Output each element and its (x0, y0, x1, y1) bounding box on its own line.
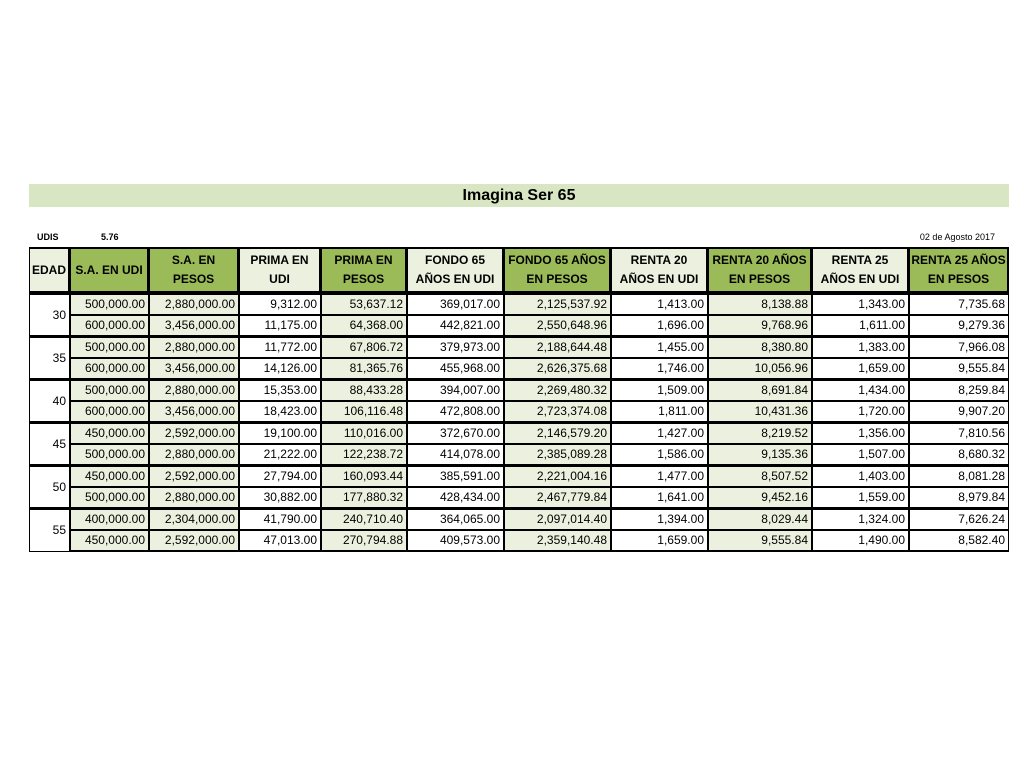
table-cell: 1,343.00 (812, 293, 909, 315)
table-cell: 379,973.00 (407, 336, 504, 358)
table-cell: 8,979.84 (909, 487, 1009, 508)
table-cell: 10,056.96 (708, 358, 812, 379)
table-cell: 472,808.00 (407, 401, 504, 422)
table-row (29, 336, 1009, 358)
table-row (29, 530, 1009, 552)
udis-value: 5.76 (101, 232, 119, 242)
table-cell: 53,637.12 (321, 293, 407, 315)
col-header-renta20-pesos: RENTA 20 AÑOS EN PESOS (708, 247, 812, 293)
table-cell: 2,097,014.40 (504, 508, 611, 530)
table-cell: 11,772.00 (239, 336, 321, 358)
table-cell: 8,219.52 (708, 422, 812, 444)
table-cell: 2,723,374.08 (504, 401, 611, 422)
table-cell: 110,016.00 (321, 422, 407, 444)
table-cell: 2,592,000.00 (149, 422, 239, 444)
table-cell: 1,746.00 (611, 358, 708, 379)
table-cell: 500,000.00 (70, 487, 149, 508)
table-row (29, 465, 1009, 487)
table-cell: 600,000.00 (70, 358, 149, 379)
table-cell: 8,029.44 (708, 508, 812, 530)
col-header-renta20-udi: RENTA 20 AÑOS EN UDI (611, 247, 708, 293)
table-cell: 2,385,089.28 (504, 444, 611, 465)
age-cell: 35 (29, 336, 70, 379)
table-cell: 1,434.00 (812, 379, 909, 401)
col-header-sa-udi: S.A. EN UDI (70, 247, 149, 293)
table-cell: 1,394.00 (611, 508, 708, 530)
table-cell: 18,423.00 (239, 401, 321, 422)
table-cell: 1,811.00 (611, 401, 708, 422)
table-cell: 500,000.00 (70, 293, 149, 315)
table-cell: 9,555.84 (708, 530, 812, 552)
table-cell: 9,312.00 (239, 293, 321, 315)
table-cell: 2,188,644.48 (504, 336, 611, 358)
table-cell: 1,427.00 (611, 422, 708, 444)
table-cell: 385,591.00 (407, 465, 504, 487)
table-cell: 2,880,000.00 (149, 487, 239, 508)
report-date: 02 de Agosto 2017 (919, 232, 995, 242)
table-cell: 30,882.00 (239, 487, 321, 508)
col-header-renta25-udi: RENTA 25 AÑOS EN UDI (812, 247, 909, 293)
table-cell: 9,768.96 (708, 315, 812, 336)
table-cell: 2,880,000.00 (149, 444, 239, 465)
age-cell: 45 (29, 422, 70, 465)
rates-table (29, 247, 1009, 552)
table-cell: 2,880,000.00 (149, 379, 239, 401)
udis-label: UDIS (37, 232, 59, 242)
table-cell: 1,324.00 (812, 508, 909, 530)
table-cell: 1,696.00 (611, 315, 708, 336)
table-cell: 500,000.00 (70, 379, 149, 401)
table-cell: 2,550,648.96 (504, 315, 611, 336)
table-cell: 450,000.00 (70, 465, 149, 487)
table-cell: 88,433.28 (321, 379, 407, 401)
table-cell: 106,116.48 (321, 401, 407, 422)
table-row (29, 293, 1009, 315)
table-cell: 1,720.00 (812, 401, 909, 422)
sheet-title-text: Imagina Ser 65 (462, 186, 576, 204)
table-cell: 240,710.40 (321, 508, 407, 530)
table-cell: 364,065.00 (407, 508, 504, 530)
table-cell: 372,670.00 (407, 422, 504, 444)
table-cell: 1,641.00 (611, 487, 708, 508)
table-cell: 9,452.16 (708, 487, 812, 508)
table-cell: 400,000.00 (70, 508, 149, 530)
table-cell: 428,434.00 (407, 487, 504, 508)
table-cell: 2,269,480.32 (504, 379, 611, 401)
col-header-fondo-udi: FONDO 65 AÑOS EN UDI (407, 247, 504, 293)
table-cell: 2,125,537.92 (504, 293, 611, 315)
table-cell: 270,794.88 (321, 530, 407, 552)
table-cell: 2,221,004.16 (504, 465, 611, 487)
table-cell: 81,365.76 (321, 358, 407, 379)
sheet-title (29, 184, 1009, 207)
table-cell: 500,000.00 (70, 336, 149, 358)
table-cell: 2,880,000.00 (149, 336, 239, 358)
table-cell: 3,456,000.00 (149, 358, 239, 379)
table-cell: 1,490.00 (812, 530, 909, 552)
table-cell: 1,659.00 (611, 530, 708, 552)
col-header-edad: EDAD (29, 247, 70, 293)
table-cell: 394,007.00 (407, 379, 504, 401)
age-cell: 55 (29, 508, 70, 552)
table-cell: 1,383.00 (812, 336, 909, 358)
col-header-sa-pesos: S.A. EN PESOS (149, 247, 239, 293)
table-cell: 2,146,579.20 (504, 422, 611, 444)
table-cell: 41,790.00 (239, 508, 321, 530)
table-cell: 14,126.00 (239, 358, 321, 379)
table-cell: 9,555.84 (909, 358, 1009, 379)
table-cell: 455,968.00 (407, 358, 504, 379)
table-cell: 8,081.28 (909, 465, 1009, 487)
table-row (29, 508, 1009, 530)
table-cell: 9,907.20 (909, 401, 1009, 422)
table-cell: 1,659.00 (812, 358, 909, 379)
table-cell: 2,880,000.00 (149, 293, 239, 315)
table-cell: 160,093.44 (321, 465, 407, 487)
table-cell: 1,477.00 (611, 465, 708, 487)
table-cell: 21,222.00 (239, 444, 321, 465)
table-cell: 7,810.56 (909, 422, 1009, 444)
table-cell: 8,259.84 (909, 379, 1009, 401)
table-cell: 47,013.00 (239, 530, 321, 552)
table-cell: 1,455.00 (611, 336, 708, 358)
table-cell: 600,000.00 (70, 315, 149, 336)
table-cell: 9,279.36 (909, 315, 1009, 336)
table-cell: 2,359,140.48 (504, 530, 611, 552)
table-cell: 3,456,000.00 (149, 401, 239, 422)
table-cell: 409,573.00 (407, 530, 504, 552)
table-cell: 450,000.00 (70, 422, 149, 444)
table-cell: 1,413.00 (611, 293, 708, 315)
table-cell: 7,966.08 (909, 336, 1009, 358)
age-cell: 30 (29, 293, 70, 336)
col-header-prima-udi: PRIMA EN UDI (239, 247, 321, 293)
table-cell: 27,794.00 (239, 465, 321, 487)
age-cell: 50 (29, 465, 70, 508)
col-header-fondo-pesos: FONDO 65 AÑOS EN PESOS (504, 247, 611, 293)
table-cell: 1,559.00 (812, 487, 909, 508)
table-cell: 1,509.00 (611, 379, 708, 401)
table-cell: 414,078.00 (407, 444, 504, 465)
meta-row (29, 231, 1009, 245)
table-cell: 10,431.36 (708, 401, 812, 422)
table-cell: 3,456,000.00 (149, 315, 239, 336)
table-cell: 2,626,375.68 (504, 358, 611, 379)
table-row (29, 358, 1009, 379)
table-cell: 7,626.24 (909, 508, 1009, 530)
table-row (29, 379, 1009, 401)
table-cell: 8,380.80 (708, 336, 812, 358)
table-row (29, 487, 1009, 508)
table-row (29, 444, 1009, 465)
table-cell: 369,017.00 (407, 293, 504, 315)
table-cell: 1,586.00 (611, 444, 708, 465)
table-cell: 122,238.72 (321, 444, 407, 465)
table-cell: 2,592,000.00 (149, 465, 239, 487)
table-cell: 8,582.40 (909, 530, 1009, 552)
table-cell: 2,304,000.00 (149, 508, 239, 530)
table-row (29, 401, 1009, 422)
table-cell: 450,000.00 (70, 530, 149, 552)
table-body (29, 293, 1009, 552)
table-cell: 8,691.84 (708, 379, 812, 401)
table-cell: 1,507.00 (812, 444, 909, 465)
table-cell: 64,368.00 (321, 315, 407, 336)
table-cell: 11,175.00 (239, 315, 321, 336)
table-cell: 2,592,000.00 (149, 530, 239, 552)
table-row (29, 422, 1009, 444)
col-header-renta25-pesos: RENTA 25 AÑOS EN PESOS (909, 247, 1009, 293)
table-cell: 67,806.72 (321, 336, 407, 358)
table-cell: 600,000.00 (70, 401, 149, 422)
age-cell: 40 (29, 379, 70, 422)
table-cell: 500,000.00 (70, 444, 149, 465)
table-cell: 8,507.52 (708, 465, 812, 487)
table-cell: 8,680.32 (909, 444, 1009, 465)
table-row (29, 315, 1009, 336)
table-cell: 15,353.00 (239, 379, 321, 401)
table-cell: 1,611.00 (812, 315, 909, 336)
table-cell: 8,138.88 (708, 293, 812, 315)
table-cell: 1,356.00 (812, 422, 909, 444)
table-cell: 7,735.68 (909, 293, 1009, 315)
table-cell: 9,135.36 (708, 444, 812, 465)
table-cell: 1,403.00 (812, 465, 909, 487)
table-cell: 2,467,779.84 (504, 487, 611, 508)
table-cell: 177,880.32 (321, 487, 407, 508)
table-cell: 19,100.00 (239, 422, 321, 444)
table-cell: 442,821.00 (407, 315, 504, 336)
col-header-prima-pesos: PRIMA EN PESOS (321, 247, 407, 293)
header-row (29, 247, 1009, 293)
